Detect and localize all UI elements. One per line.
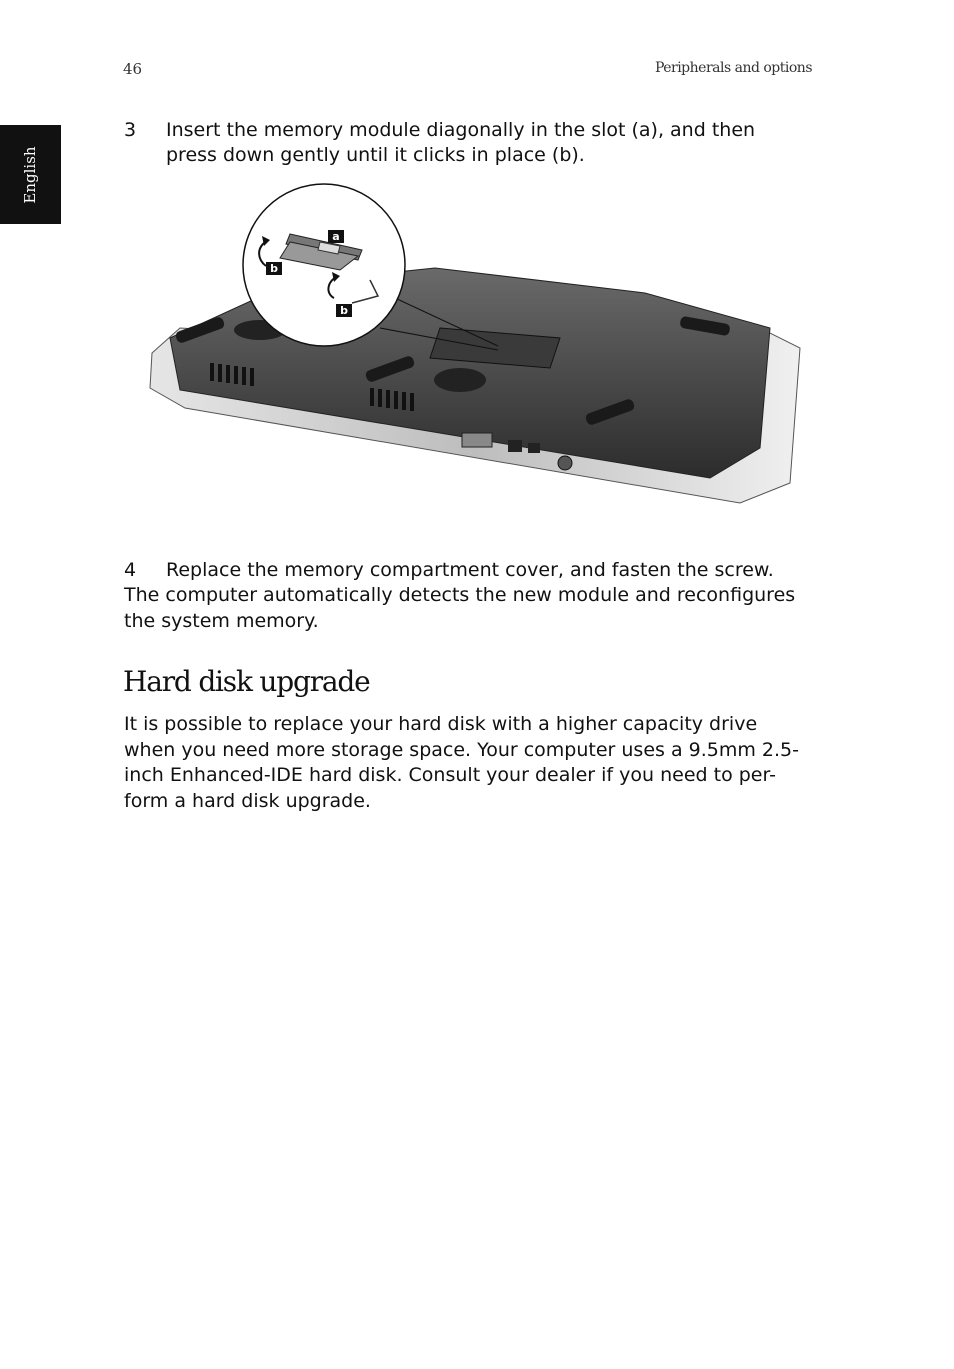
svg-text:a: a: [332, 230, 340, 243]
language-side-tab: [0, 125, 61, 224]
svg-text:b: b: [270, 262, 278, 275]
callout-label-b-right: [336, 304, 352, 317]
section-heading: Hard disk upgrade: [123, 665, 370, 698]
step-number: 3: [124, 119, 137, 141]
section-body: It is possible to replace your hard disk with a higher capacity drive when you need more storage space. Your computer uses a 9.5mm 2.5-inch Enhanced-IDE hard disk. Consult your dealer if you need to per-form a hard disk upgrade.: [124, 713, 799, 812]
laptop-underside: [150, 268, 800, 503]
memory-install-illustration: [140, 178, 810, 523]
step-text: Insert the memory module diagonally in the slot (a), and then press down gently until it clicks in place (b).: [166, 119, 756, 166]
running-header: Peripherals and options: [654, 60, 812, 76]
memory-callout-circle: [243, 184, 405, 346]
page-number: 46: [123, 60, 143, 78]
step-text: Replace the memory compartment cover, and fasten the screw.: [166, 559, 774, 581]
side-tab-label: English: [21, 146, 39, 204]
callout-label-a: [328, 230, 344, 243]
step-4-continuation: The computer automatically detects the new module and reconfigures the system memory.: [124, 584, 796, 632]
svg-text:b: b: [340, 304, 348, 317]
step-number: 4: [124, 559, 137, 581]
callout-label-b-left: [266, 262, 282, 275]
